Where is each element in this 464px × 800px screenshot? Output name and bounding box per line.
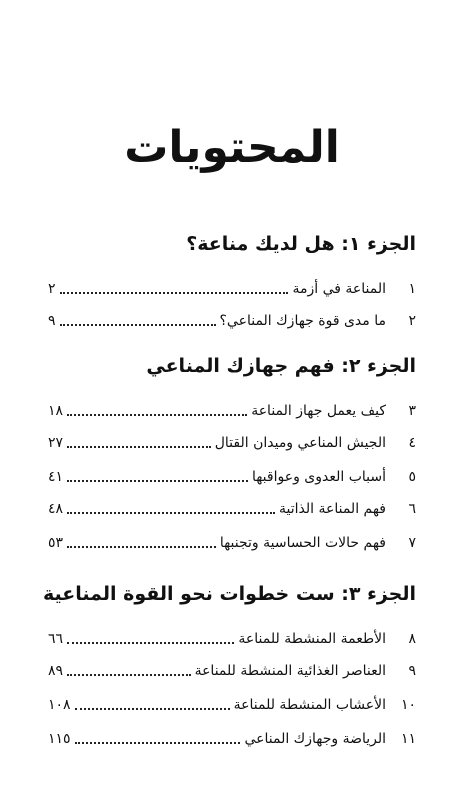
dot-leader xyxy=(67,445,211,448)
chapter-number: ١ xyxy=(408,281,416,297)
dot-leader xyxy=(60,323,216,326)
page-number: ٨٩ xyxy=(48,663,64,679)
part-heading-1: الجزء ١: هل لديك مناعة؟ xyxy=(186,233,416,255)
toc-entry-6[interactable] xyxy=(48,496,418,520)
chapter-number: ١٠ xyxy=(400,697,416,713)
toc-entry-4[interactable] xyxy=(48,430,418,454)
page-number: ٢ xyxy=(48,281,56,297)
chapter-title: كيف يعمل جهاز المناعة xyxy=(251,403,386,419)
chapter-title: الأطعمة المنشطة للمناعة xyxy=(238,631,386,647)
chapter-title: ما مدى قوة جهازك المناعي؟ xyxy=(219,313,386,329)
chapter-title: المناعة في أزمة xyxy=(292,281,386,297)
chapter-title: فهم حالات الحساسية وتجنبها xyxy=(219,535,386,551)
chapter-title: فهم المناعة الذاتية xyxy=(279,501,386,517)
page-number: ١٨ xyxy=(48,403,64,419)
chapter-number: ٦ xyxy=(408,501,416,517)
chapter-number: ٢ xyxy=(408,313,416,329)
part-heading-3: الجزء ٣: ست خطوات نحو القوة المناعية xyxy=(42,583,416,605)
page-number: ١٠٨ xyxy=(48,697,71,713)
chapter-title: الجيش المناعي وميدان القتال xyxy=(214,435,386,451)
dot-leader xyxy=(67,511,275,514)
chapter-title: أسباب العدوى وعواقبها xyxy=(251,469,386,485)
chapter-title: العناصر الغذائية المنشطة للمناعة xyxy=(194,663,386,679)
page-number: ٢٧ xyxy=(48,435,64,451)
toc-entry-10[interactable] xyxy=(48,692,418,716)
dot-leader xyxy=(67,413,247,416)
page-number: ٦٦ xyxy=(48,631,64,647)
page-number: ٤١ xyxy=(48,469,64,485)
toc-entry-3[interactable] xyxy=(48,398,418,422)
toc-entry-11[interactable] xyxy=(48,726,418,750)
page-number: ٩ xyxy=(48,313,56,329)
chapter-title: الأعشاب المنشطة للمناعة xyxy=(233,697,386,713)
chapter-number: ٣ xyxy=(408,403,416,419)
chapter-number: ٧ xyxy=(408,535,416,551)
chapter-number: ٥ xyxy=(408,469,416,485)
dot-leader xyxy=(67,673,191,676)
toc-entry-1[interactable] xyxy=(48,276,418,300)
toc-entry-7[interactable] xyxy=(48,530,418,554)
chapter-title: الرياضة وجهازك المناعي xyxy=(244,731,386,747)
dot-leader xyxy=(67,641,234,644)
dot-leader xyxy=(67,479,248,482)
chapter-number: ٨ xyxy=(408,631,416,647)
dot-leader xyxy=(60,291,289,294)
page-number: ١١٥ xyxy=(48,731,71,747)
dot-leader xyxy=(75,741,241,744)
dot-leader xyxy=(75,707,230,710)
chapter-number: ٤ xyxy=(408,435,416,451)
page-number: ٤٨ xyxy=(48,501,64,517)
toc-entry-5[interactable] xyxy=(48,464,418,488)
toc-entry-8[interactable] xyxy=(48,626,418,650)
chapter-number: ٩ xyxy=(408,663,416,679)
dot-leader xyxy=(67,545,216,548)
chapter-number: ١١ xyxy=(400,731,416,747)
page-title: المحتويات xyxy=(124,122,340,173)
toc-entry-2[interactable] xyxy=(48,308,418,332)
part-heading-2: الجزء ٢: فهم جهازك المناعي xyxy=(146,355,416,377)
page-number: ٥٣ xyxy=(48,535,64,551)
toc-entry-9[interactable] xyxy=(48,658,418,682)
